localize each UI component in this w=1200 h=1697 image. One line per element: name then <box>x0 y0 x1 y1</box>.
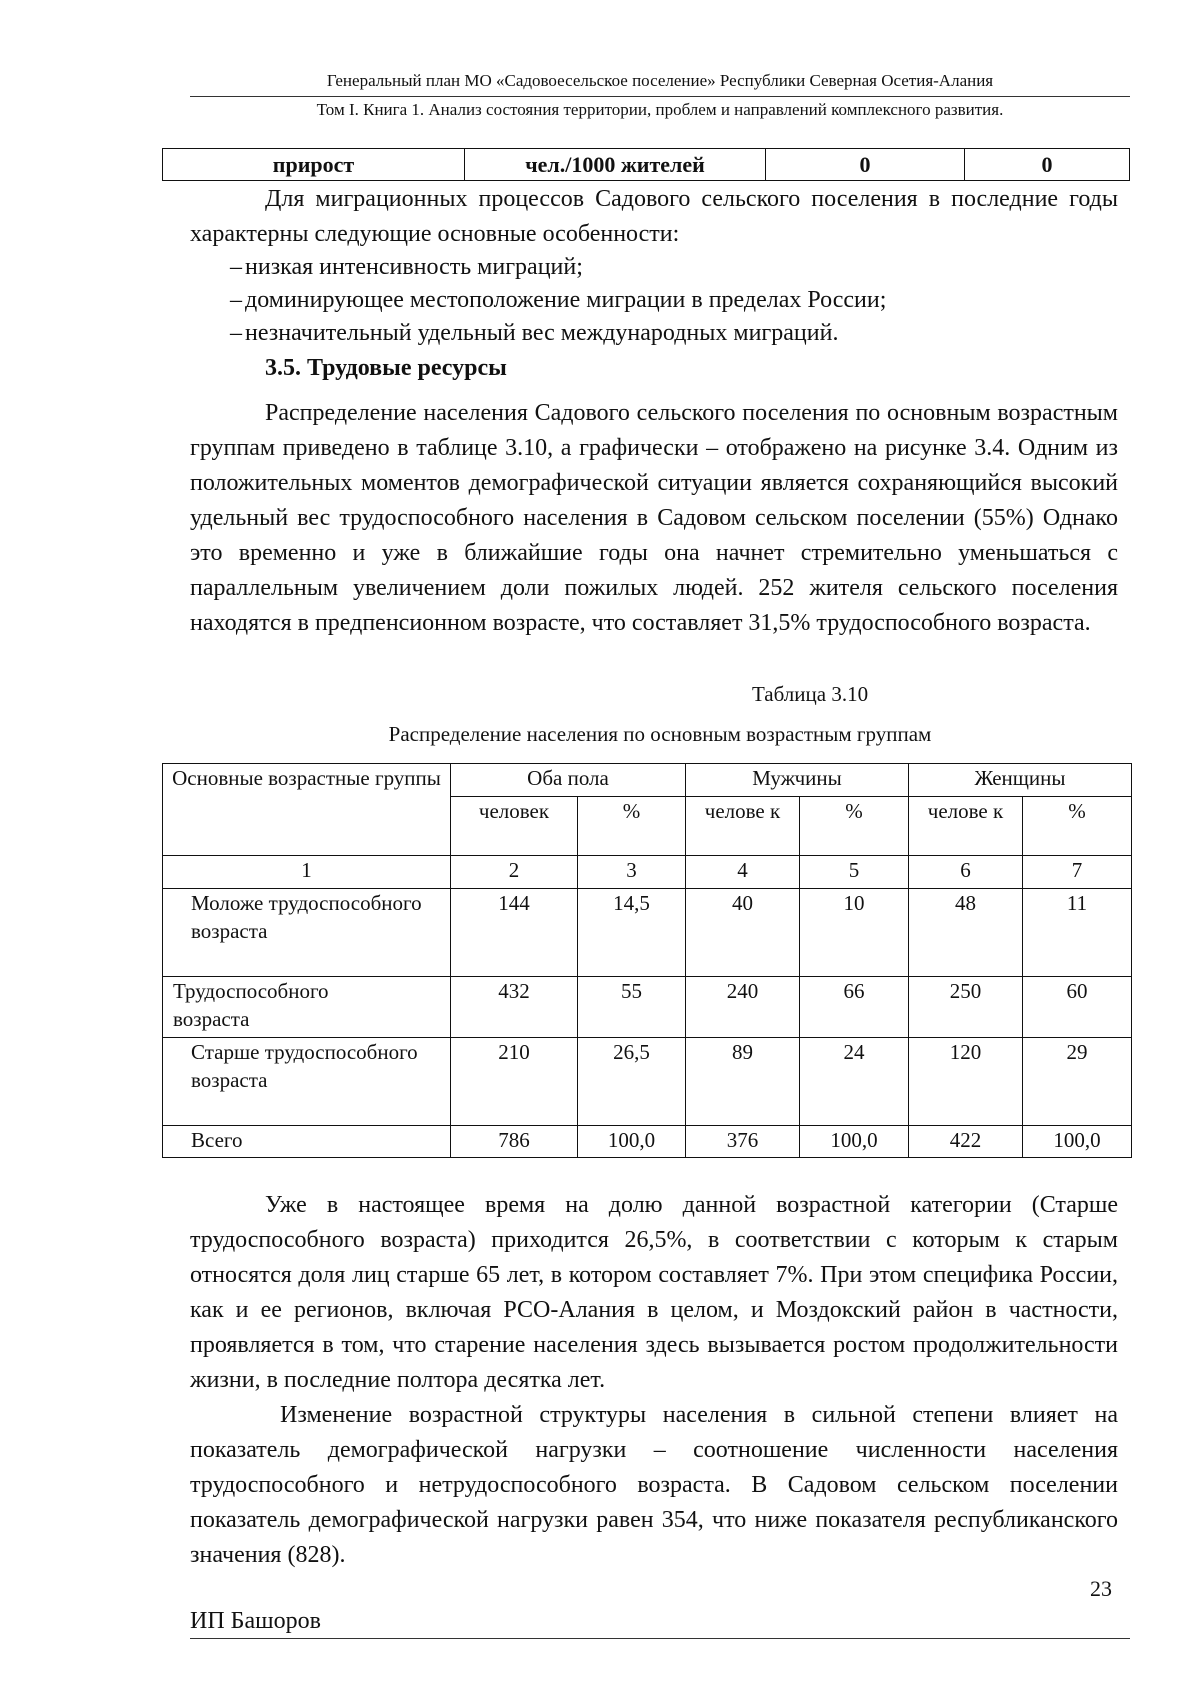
column-number: 2 <box>451 856 578 889</box>
table-cell: 26,5 <box>578 1038 686 1126</box>
cell-unit: чел./1000 жителей <box>465 149 766 181</box>
table-cell: 100,0 <box>800 1126 909 1158</box>
row-label: Трудоспособного возраста <box>163 977 451 1038</box>
header-persons: человек <box>451 797 578 856</box>
table-cell: 89 <box>686 1038 800 1126</box>
column-number-row <box>163 856 1132 889</box>
header-men: Мужчины <box>686 764 909 797</box>
table-cell: 55 <box>578 977 686 1038</box>
column-number: 7 <box>1023 856 1132 889</box>
table-cell: 120 <box>909 1038 1023 1126</box>
continuation-table <box>162 148 1130 181</box>
column-number: 6 <box>909 856 1023 889</box>
table-cell: 100,0 <box>1023 1126 1132 1158</box>
table-cell: 210 <box>451 1038 578 1126</box>
footer-rule <box>190 1638 1130 1639</box>
list-item: – низкая интенсивность миграций; <box>230 254 583 280</box>
table-title: Распределение населения по основным возрастным группам <box>388 722 932 746</box>
header-both-sexes: Оба пола <box>451 764 686 797</box>
table-cell: 14,5 <box>578 889 686 977</box>
header-persons: челове к <box>686 797 800 856</box>
footer-author: ИП Башоров <box>190 1608 321 1634</box>
table-cell: 10 <box>800 889 909 977</box>
table-cell: 144 <box>451 889 578 977</box>
header-rule <box>190 96 1130 97</box>
table-cell: 29 <box>1023 1038 1132 1126</box>
header-percent: % <box>1023 797 1132 856</box>
table-cell: 376 <box>686 1126 800 1158</box>
cell-value-1: 0 <box>766 149 965 181</box>
row-label: Всего <box>163 1126 451 1158</box>
table-cell: 786 <box>451 1126 578 1158</box>
cell-value-2: 0 <box>965 149 1130 181</box>
table-cell: 432 <box>451 977 578 1038</box>
column-number: 5 <box>800 856 909 889</box>
table-cell: 60 <box>1023 977 1132 1038</box>
header-age-groups: Основные возрастные группы <box>163 764 451 856</box>
table-cell: 250 <box>909 977 1023 1038</box>
table-cell: 240 <box>686 977 800 1038</box>
paragraph-aging: Уже в настоящее время на долю данной возрастной категории (Старше трудоспособного возраста) приходится 26,5%, в соответствии с которым к старым относятся доля лиц старше 65 лет, в котором составляет 7%. При этом специфика России, как и ее регионов, включая РСО-Алания в целом, и Моздокский район в частности, проявляется в том, что старение населения здесь вызывается ростом продолжительности жизни, в последние полтора десятка лет. <box>190 1192 1118 1393</box>
column-number: 3 <box>578 856 686 889</box>
row-label: Моложе трудоспособного возраста <box>163 889 451 977</box>
list-item: – незначительный удельный вес международных миграций. <box>230 320 839 346</box>
header-line-2: Том I. Книга 1. Анализ состояния территории, проблем и направлений комплексного развития. <box>316 100 1004 119</box>
header-percent: % <box>800 797 909 856</box>
section-title: 3.5. Трудовые ресурсы <box>265 355 507 381</box>
header-women: Женщины <box>909 764 1132 797</box>
table-row <box>163 977 1132 1038</box>
table-cell: 40 <box>686 889 800 977</box>
column-number: 4 <box>686 856 800 889</box>
column-number: 1 <box>163 856 451 889</box>
paragraph-labor: Распределение населения Садового сельского поселения по основным возрастным группам приведено в таблице 3.10, а графически – отображено на рисунке 3.4. Одним из положительных моментов демографической ситуации является сохраняющийся высокий удельный вес трудоспособного населения в Садовом сельском поселении (55%) Однако это временно и уже в ближайшие годы она начнет стремительно уменьшаться с параллельным увеличением доли пожилых людей. 252 жителя сельского поселения находятся в предпенсионном возрасте, что составляет 31,5% трудоспособного возраста. <box>190 400 1118 636</box>
table-cell: 422 <box>909 1126 1023 1158</box>
header-persons: челове к <box>909 797 1023 856</box>
list-item: – доминирующее местоположение миграции в пределах России; <box>230 287 887 313</box>
paragraph-load: Изменение возрастной структуры населения в сильной степени влияет на показатель демографической нагрузки – соотношение численности населения трудоспособного и нетрудоспособного возраста. В Садовом сельском поселении показатель демографической нагрузки равен 354, что ниже показателя республиканского значения (828). <box>190 1402 1118 1568</box>
page-number: 23 <box>1090 1576 1112 1601</box>
table-row <box>163 1126 1132 1158</box>
table-cell: 100,0 <box>578 1126 686 1158</box>
table-cell: 48 <box>909 889 1023 977</box>
table-cell: 66 <box>800 977 909 1038</box>
age-groups-table <box>162 763 1132 1158</box>
header-line-1: Генеральный план МО «Садовоесельское поселение» Республики Северная Осетия-Алания <box>326 71 994 90</box>
intro-paragraph: Для миграционных процессов Садового сельского поселения в последние годы характерны следующие основные особенности: <box>190 186 1118 247</box>
table-row <box>163 1038 1132 1126</box>
table-row <box>163 889 1132 977</box>
table-label: Таблица 3.10 <box>752 682 869 706</box>
row-label: Старше трудоспособного возраста <box>163 1038 451 1126</box>
table-cell: 24 <box>800 1038 909 1126</box>
header-percent: % <box>578 797 686 856</box>
table-cell: 11 <box>1023 889 1132 977</box>
cell-growth: прирост <box>163 149 465 181</box>
